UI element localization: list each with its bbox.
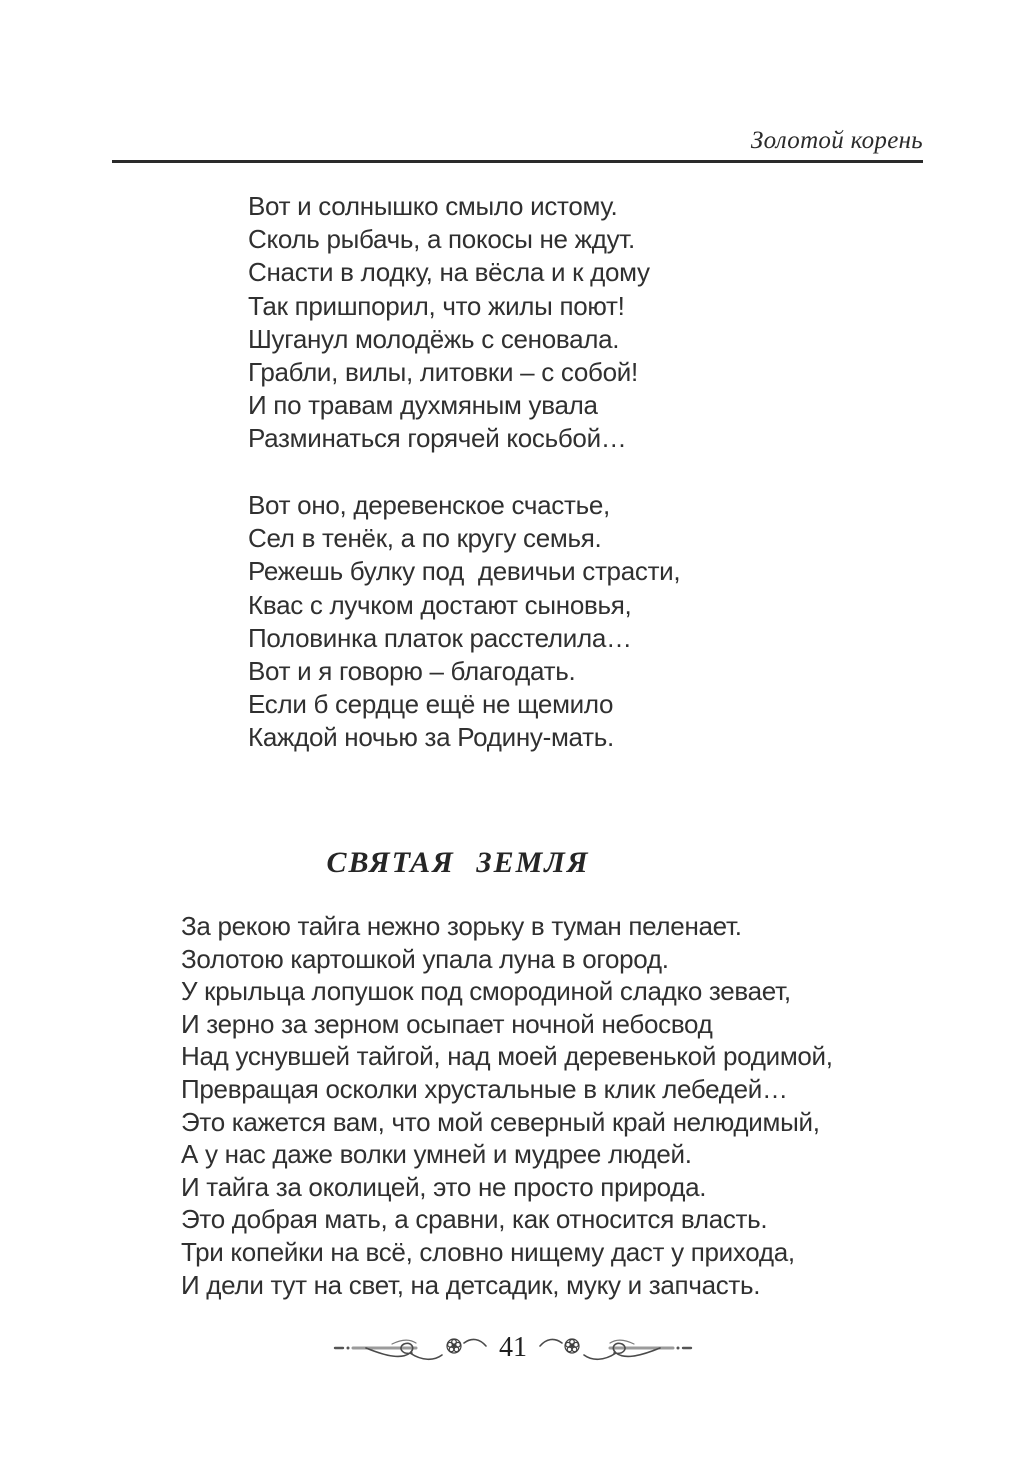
poem-line: И зерно за зерном осыпает ночной небосвод — [181, 1008, 713, 1039]
poem-line: Так пришпорил, что жилы поют! — [248, 290, 625, 321]
header-rule — [112, 160, 923, 163]
poem-stanza-two — [248, 489, 680, 755]
poem-line: И по травам духмяным увала — [248, 390, 598, 421]
poem-title: СВЯТАЯ ЗЕМЛЯ — [326, 846, 590, 879]
poem-stanza-one — [248, 190, 650, 456]
poem-line: Каждой ночью за Родину-мать. — [248, 722, 614, 753]
poem-line: Три копейки на всё, словно нищему даст у прихода, — [181, 1236, 795, 1267]
poem-line: Режешь булку под девичьи страсти, — [248, 556, 681, 587]
floral-flourish-left-icon — [332, 1330, 490, 1366]
running-header: Золотой корень — [750, 127, 923, 154]
poem-line: И тайга за околицей, это не просто природа. — [181, 1171, 707, 1202]
poem-line: Шуганул молодёжь с сеновала. — [248, 323, 620, 354]
poem-line: Это добрая мать, а сравни, как относится власть. — [181, 1204, 768, 1235]
poem-line: Разминаться горячей косьбой… — [248, 423, 627, 454]
poem-line: И дели тут на свет, на детсадик, муку и запчасть. — [181, 1269, 761, 1300]
poem-line: Золотою картошкой упала луна в огород. — [181, 943, 669, 974]
poem-line: Грабли, вилы, литовки – с собой! — [248, 357, 638, 388]
poem-line: У крыльца лопушок под смородиной сладко зевает, — [181, 976, 791, 1007]
poem-line: Превращая осколки хрустальные в клик лебедей… — [181, 1073, 788, 1104]
poem-line: Квас с лучком достают сыновья, — [248, 589, 632, 620]
poem-line: Над уснувшей тайгой, над моей деревенькой родимой, — [181, 1041, 833, 1072]
page-number: 41 — [499, 1332, 527, 1363]
poem-line: Сколь рыбачь, а покосы не ждут. — [248, 224, 635, 255]
poem-body — [181, 910, 833, 1301]
poem-line: Это кажется вам, что мой северный край нелюдимый, — [181, 1106, 820, 1137]
poem-line: Половинка платок расстелила… — [248, 622, 632, 653]
poem-line: А у нас даже волки умней и мудрее людей. — [181, 1139, 692, 1170]
poem-line: Снасти в лодку, на вёсла и к дому — [248, 257, 650, 288]
poem-line: Сел в тенёк, а по кругу семья. — [248, 523, 602, 554]
floral-flourish-right-icon — [536, 1330, 694, 1366]
footer — [0, 1330, 1026, 1366]
poem-line: Если б сердце ещё не щемило — [248, 689, 614, 720]
poem-line: Вот и солнышко смыло истому. — [248, 191, 618, 221]
poem-line: Вот и я говорю – благодать. — [248, 656, 576, 687]
poem-line: За рекою тайга нежно зорьку в туман пеленает. — [181, 911, 742, 941]
poem-line: Вот оно, деревенское счастье, — [248, 490, 610, 520]
